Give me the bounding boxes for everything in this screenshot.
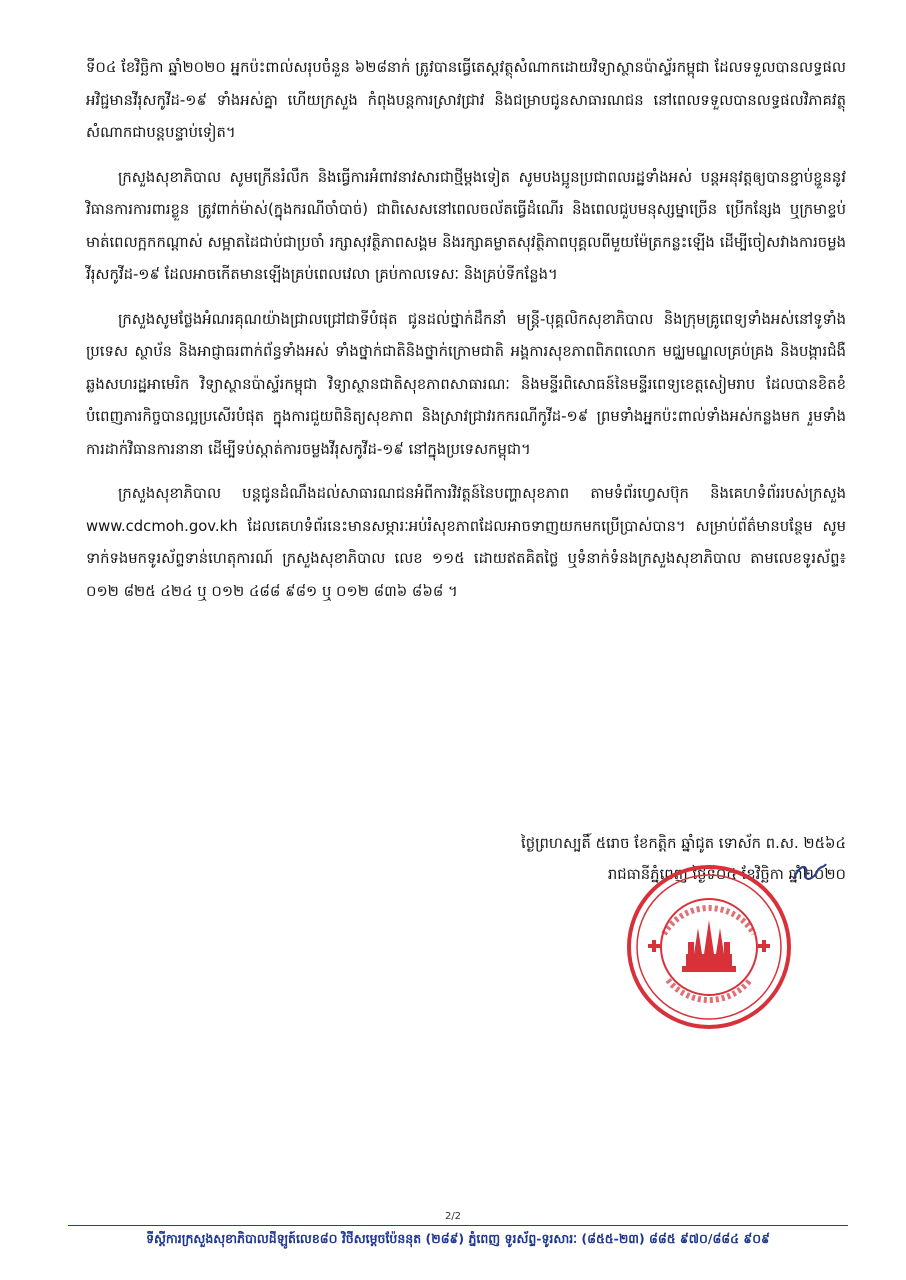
document-body bbox=[86, 52, 846, 620]
paragraph-4: ក្រសួងសុខាភិបាល បន្តជូនដំណឹងដល់សាធារណជនអំពីការវិវត្តន៍នៃបញ្ហាសុខភាព តាមទំព័រហ្វេសប៊ុក និងគេហទំព័ររបស់ក្រសួង www.cdcmoh.gov.kh ដែលគេហទំព័រនេះមានសម្ភារៈអប់រំសុខភាពដែលអាចទាញយកមកប្រើប្រាស់បាន។ សម្រាប់ព័ត៌មានបន្ថែម សូមទាក់ទងមកទូរស័ព្ទទាន់ហេតុការណ៍ ក្រសួងសុខាភិបាល លេខ ១១៥ ដោយឥតគិតថ្លៃ ឬទំនាក់ទំនងក្រសួងសុខាភិបាល តាមលេខទូរស័ព្ទ៖ ០១២ ៨២៥ ៤២៤ ឬ ០១២ ៤៨៨ ៩៨១ ឬ ០១២ ៨៣៦ ៨៦៨ ។ bbox=[86, 485, 846, 600]
city-date: រាជធានីភ្នំពេញ ថ្ងៃទី០៥ ខែវិច្ឆិកា ឆ្នាំ២០២០ bbox=[607, 866, 846, 883]
footer-address: ទីស្តីការក្រសួងសុខាភិបាលដីឡូត៍លេខ៨០ វិថីសម្តេចប៉ែននុត (២៨៩) ភ្នំពេញ ទូរស័ព្ទ-ទូរសារៈ (៨៥៥-២៣) ៨៨៥ ៩៧០/៨៨៤ ៩០៩ bbox=[146, 1231, 770, 1246]
paragraph-1: ទី០៤ ខែវិច្ឆិកា ឆ្នាំ២០២០ អ្នកប៉ះពាល់សរុបចំនួន ៦២៨នាក់ ត្រូវបានធ្វើតេស្តវត្ថុសំណាកដោយវិទ្យាស្ថានប៉ាស្ទ័រកម្ពុជា ដែលទទួលបានលទ្ធផល អវិជ្ជមានវីរុសកូវីដ-១៩ ទាំងអស់គ្នា ហើយក្រសួង កំពុងបន្តការស្រាវជ្រាវ និងជម្រាបជូនសាធារណជន នៅពេលទទួលបានលទ្ធផលវិភាគវត្ថុសំណាកជាបន្តបន្ទាប់ទៀត។ bbox=[86, 59, 846, 141]
page-number: 2/2 bbox=[444, 1211, 462, 1222]
paragraph-2: ក្រសួងសុខាភិបាល សូមក្រើនរំលឹក និងធ្វើការអំពាវនាវសារជាថ្មីម្តងទៀត សូមបងប្អូនប្រជាពលរដ្ឋទាំងអស់ បន្តអនុវត្តឲ្យបានខ្ជាប់ខ្ជួននូវវិធានការការពារខ្លួន ត្រូវពាក់ម៉ាស់(ក្នុងករណីចាំបាច់) ជាពិសេសនៅពេលចល័តធ្វើដំណើរ និងពេលជួបមនុស្សម្នាច្រើន ប្រើកន្សែង ឬក្រមាខ្ទប់មាត់ពេលក្អកកណ្តាស់ សម្អាតដៃជាប់ជាប្រចាំ រក្សាសុវត្ថិភាពសង្គម និងរក្សាគម្លាតសុវត្ថិភាពបុគ្គលពីមួយម៉ែត្រកន្លះឡើង ដើម្បីចៀសវាងការចម្លងវីរុសកូវីដ-១៩ ដែលអាចកើតមានឡើងគ្រប់ពេលវេលា គ្រប់កាលទេសៈ និងគ្រប់ទីកន្លែង។ bbox=[86, 168, 846, 283]
lunar-date: ថ្ងៃព្រហស្បតិ៍ ៥រោច ខែកត្តិក ឆ្នាំជូត ទោស័ក ព.ស. ២៥៦៤ bbox=[521, 835, 846, 852]
paragraph-3: ក្រសួងសូមថ្លែងអំណរគុណយ៉ាងជ្រាលជ្រៅជាទីបំផុត ជូនដល់ថ្នាក់ដឹកនាំ មន្ត្រី-បុគ្គលិកសុខាភិបាល និងក្រុមគ្រូពេទ្យទាំងអស់នៅទូទាំងប្រទេស ស្ថាប័ន និងអាជ្ញាធរពាក់ព័ន្ធទាំងអស់ ទាំងថ្នាក់ជាតិនិងថ្នាក់ក្រោមជាតិ អង្គការសុខភាពពិភពលោក មជ្ឈមណ្ឌលគ្រប់គ្រង និងបង្ការជំងឺឆ្លងសហរដ្ឋអាមេរិក វិទ្យាស្ថានប៉ាស្ទ័រកម្ពុជា វិទ្យាស្ថានជាតិសុខភាពសាធារណៈ និងមន្ទីរពិសោធន៍នៃមន្ទីរពេទ្យខេត្តសៀមរាប ដែលបានខិតខំបំពេញភារកិច្ចបានល្អប្រសើរបំផុត ក្នុងការជួយពិនិត្យសុខភាព និងស្រាវជ្រាវរកករណីកូវីដ-១៩ ព្រមទាំងអ្នកប៉ះពាល់ទាំងអស់កន្លងមក រួមទាំងការដាក់វិធានការនានា ដើម្បីទប់ស្កាត់ការចម្លងវីរុសកូវីដ-១៩ នៅក្នុងប្រទេសកម្ពុជា។ bbox=[86, 310, 846, 458]
signature-icon bbox=[790, 858, 830, 886]
footer-divider bbox=[68, 1225, 848, 1226]
official-seal-icon bbox=[624, 862, 794, 1032]
